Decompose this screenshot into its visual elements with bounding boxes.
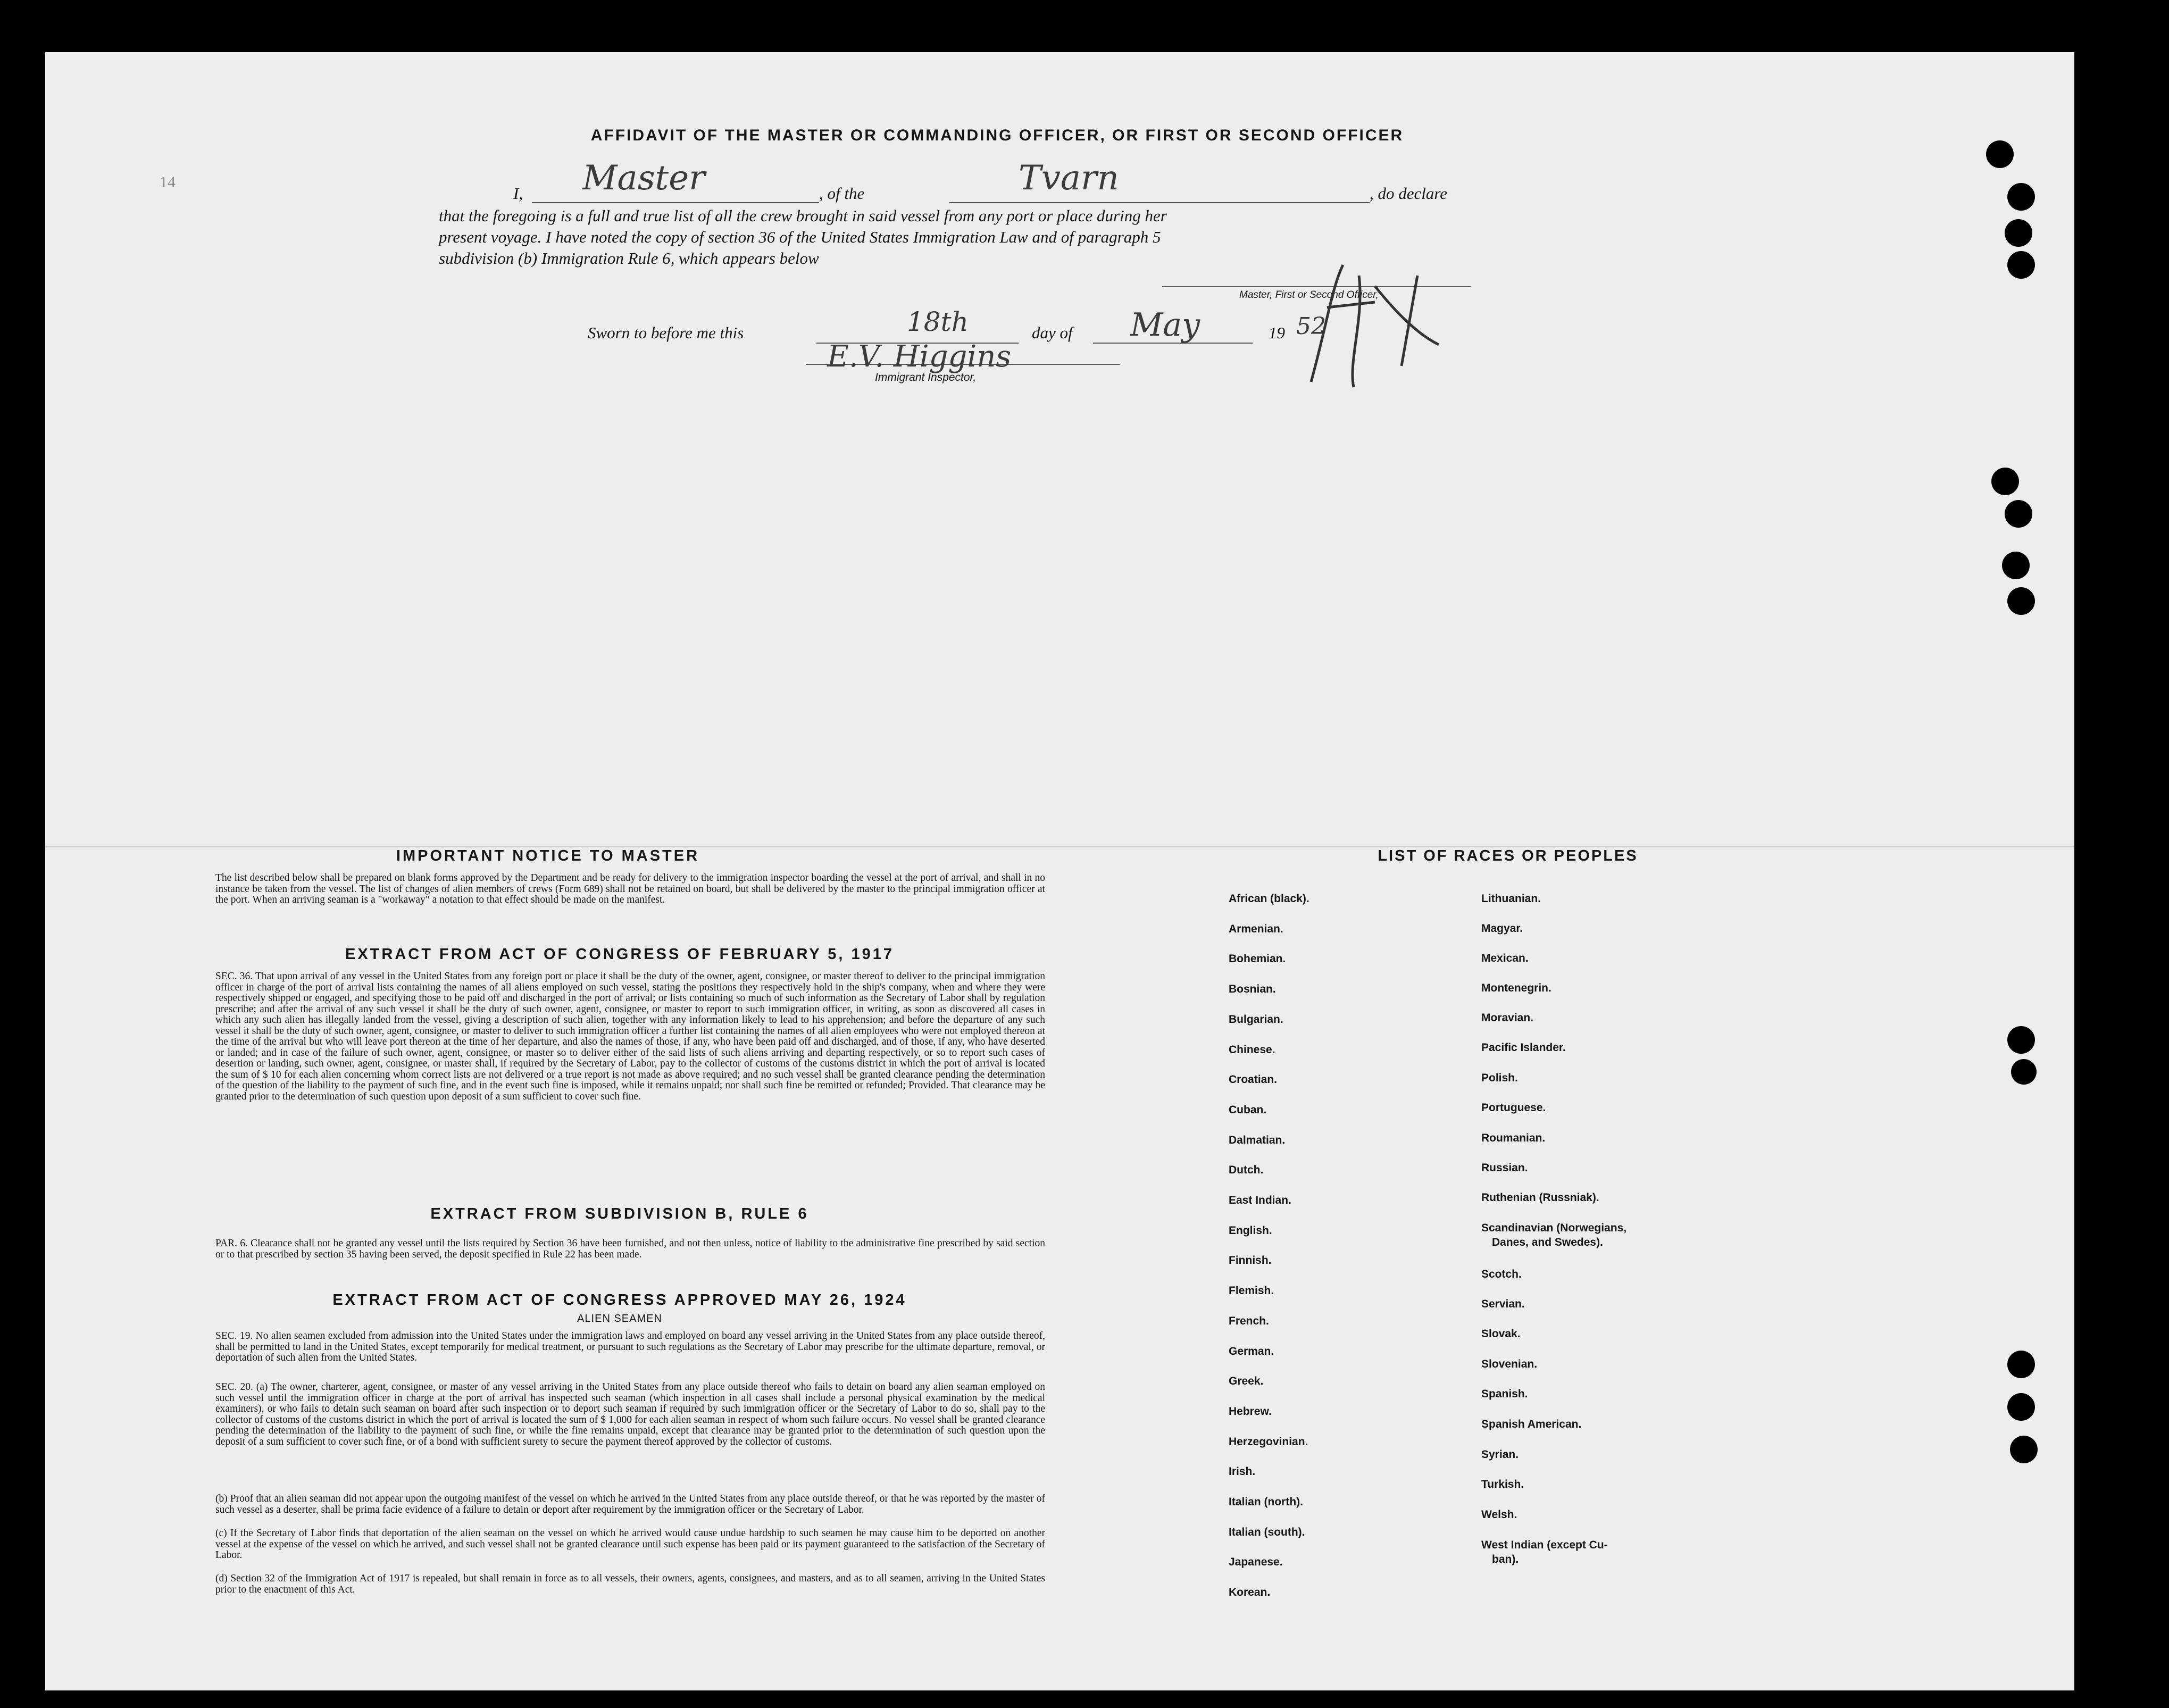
day-handwritten: 18th	[907, 306, 969, 337]
race-item: Cuban.	[1229, 1103, 1267, 1116]
race-item: Dutch.	[1229, 1164, 1264, 1177]
race-item: Hebrew.	[1229, 1405, 1272, 1418]
affidavit-line-3: present voyage. I have noted the copy of section 36 of the United States Immigration Law and of paragraph 5	[439, 228, 1161, 246]
race-item: German.	[1229, 1345, 1274, 1357]
extract-1924-sec20b: (b) Proof that an alien seaman did not appear upon the outgoing manifest of the vessel on which he arrived in the United States from any place outside thereof, or that he was reported by the master of such vessel as a deserter, shall be prima facie evidence of a failure to detain or deport after requirement by the immigration officer or the Secretary of Labor.	[215, 1493, 1045, 1515]
extract-1924-sec19: SEC. 19. No alien seamen excluded from admission into the United States under the immigration laws and employed on board any vessel arriving in the United States from any place outside thereof, shall be permitted to land in the United States, except temporarily for medical treatment, or pursuant to such regulations as the Secretary of Labor may prescribe for the ultimate departure, removal, or deportation of such alien from the United States.	[215, 1330, 1045, 1363]
races-title: LIST OF RACES OR PEOPLES	[1378, 847, 1638, 864]
race-item: Italian (south).	[1229, 1526, 1305, 1538]
race-item: Mexican.	[1481, 952, 1529, 964]
race-item: Italian (north).	[1229, 1496, 1303, 1508]
race-item: Spanish American.	[1481, 1418, 1582, 1430]
race-item: Finnish.	[1229, 1254, 1272, 1267]
year-handwritten: 52	[1296, 313, 1326, 340]
race-item: Polish.	[1481, 1072, 1518, 1084]
race-item: African (black).	[1229, 893, 1309, 905]
affidavit-line-4: subdivision (b) Immigration Rule 6, which appears below	[439, 249, 819, 268]
race-item: Slovak.	[1481, 1328, 1521, 1340]
affidavit-i: I,	[513, 184, 523, 203]
race-item: Welsh.	[1481, 1509, 1517, 1521]
race-item: Bulgarian.	[1229, 1013, 1283, 1026]
race-item: Japanese.	[1229, 1556, 1283, 1569]
affidavit-do-declare: , do declare	[1370, 184, 1448, 203]
extract-rule6-paragraph: PAR. 6. Clearance shall not be granted any vessel until the lists required by Section 36 have been furnished, and not then unless, notice of liability to the administrative fine prescribed by said section or to that prescribed by section 35 having been served, the deposit specified in Rule 22 has been made.	[215, 1238, 1045, 1260]
race-item: Russian.	[1481, 1162, 1528, 1174]
affidavit-of-the: , of the	[819, 184, 865, 203]
race-item: Danes, and Swedes).	[1492, 1236, 1603, 1248]
extract-1924-subtitle: ALIEN SEAMEN	[577, 1313, 662, 1324]
race-item: East Indian.	[1229, 1194, 1291, 1206]
extract-1924-sec20c: (c) If the Secretary of Labor finds that deportation of the alien seaman on the vessel on which he arrived would cause undue hardship to such seamen he may cause him to be deported on another vessel at the expense of the vessel on which he arrived, and such vessel shall not be granted clearance until such expense has been paid or its payment guaranteed to the satisfaction of the Secretary of Labor.	[215, 1528, 1045, 1561]
race-item: Magyar.	[1481, 922, 1523, 935]
race-item: Pacific Islander.	[1481, 1042, 1566, 1054]
race-item: Scotch.	[1481, 1268, 1522, 1280]
extract-1924-title: EXTRACT FROM ACT OF CONGRESS APPROVED MAY 26, 1924	[332, 1292, 907, 1309]
race-item: Ruthenian (Russniak).	[1481, 1192, 1599, 1204]
inspector-caption: Immigrant Inspector,	[875, 371, 977, 384]
year-prefix: 19	[1269, 323, 1285, 342]
race-item: Portuguese.	[1481, 1102, 1546, 1114]
race-item: Chinese.	[1229, 1043, 1275, 1056]
race-item: Flemish.	[1229, 1285, 1274, 1297]
race-item: Syrian.	[1481, 1448, 1519, 1461]
extract-1924-sec20a: SEC. 20. (a) The owner, charterer, agent, consignee, or master of any vessel arriving in the United States from any place outside thereof who fails to detain on board any alien seaman employed on such vessel until the immigration officer in charge at the port of arrival has inspected such seaman (which inspection in all cases shall include a personal physical examination by the medical examiners), or who fails to detain such seaman on board after such inspection or to deport such seaman if required by such immigration officer or the Secretary of Labor to do so, shall pay to the collector of customs of the customs district in which the port of arrival is located the sum of $ 1,000 for each alien seaman in respect of whom such failure occurs. No vessel shall be granted clearance pending the determination of the liability to the payment of such fine, or while the fine remains unpaid, except that clearance may be granted prior to the determination of such question upon the deposit of a sum sufficient to cover such fine, or of a bond with sufficient surety to secure the payment thereof approved by the collector of customs.	[215, 1381, 1045, 1447]
affidavit-title: AFFIDAVIT OF THE MASTER OR COMMANDING OFFICER, OR FIRST OR SECOND OFFICER	[590, 127, 1404, 144]
race-item: Slovenian.	[1481, 1358, 1538, 1370]
inspector-handwritten: E.V. Higgins	[827, 339, 1012, 374]
race-item: West Indian (except Cu-	[1481, 1539, 1608, 1551]
race-item: Roumanian.	[1481, 1132, 1546, 1144]
race-item: Moravian.	[1481, 1012, 1534, 1024]
master-handwritten: Master	[582, 159, 705, 198]
race-item: ban).	[1492, 1553, 1519, 1565]
race-item: Bohemian.	[1229, 953, 1286, 965]
notice-paragraph: The list described below shall be prepared on blank forms approved by the Department and be ready for delivery to the immigration inspector boarding the vessel at the port of arrival, and shall in no instance be taken from the vessel. The list of changes of alien members of crews (Form 689) shall not be retained on board, but shall be delivered by the master to the principal immigration officer at the port. When an arriving seaman is a "workaway" a notation to that effect should be made on the manifest.	[215, 872, 1045, 905]
race-item: Croatian.	[1229, 1073, 1278, 1086]
race-item: Servian.	[1481, 1298, 1525, 1310]
month-handwritten: May	[1130, 306, 1200, 344]
margin-mark: 14	[160, 173, 176, 191]
extract-1924-sec20d: (d) Section 32 of the Immigration Act of 1917 is repealed, but shall remain in force as to all vessels, their owners, agents, consignees, and masters, and as to all seamen, arriving in the United States prior to the enactment of this Act.	[215, 1573, 1045, 1595]
race-item: Bosnian.	[1229, 983, 1276, 996]
race-item: Armenian.	[1229, 922, 1283, 935]
day-of: day of	[1032, 323, 1073, 342]
race-item: Herzegovinian.	[1229, 1435, 1308, 1448]
vessel-handwritten: Tvarn	[1019, 159, 1119, 198]
notice-title: IMPORTANT NOTICE TO MASTER	[396, 847, 700, 864]
signature-caption: Master, First or Second Officer,	[1239, 289, 1379, 301]
extract-1917-title: EXTRACT FROM ACT OF CONGRESS OF FEBRUARY 5, 1917	[345, 946, 895, 963]
race-item: Korean.	[1229, 1586, 1271, 1599]
race-item: Spanish.	[1481, 1388, 1528, 1400]
extract-rule6-title: EXTRACT FROM SUBDIVISION B, RULE 6	[430, 1205, 809, 1222]
race-item: French.	[1229, 1314, 1269, 1327]
race-item: Greek.	[1229, 1375, 1264, 1388]
race-item: English.	[1229, 1224, 1272, 1237]
extract-1917-paragraph: SEC. 36. That upon arrival of any vessel in the United States from any foreign port or place it shall be the duty of the owner, agent, consignee, or master thereof to deliver to the principal immigration officer in charge of the port of arrival lists containing the names of all aliens employed on such vessel, stating the positions they respectively hold in the ship's company, when and where they were respectively shipped or engaged, and specifying those to be paid off and discharged in the port of arrival; or lists containing so much of such information as the Secretary of Labor shall by regulation prescribe; and after the arrival of any such vessel it shall be the duty of such owner, agent, consignee, or master to report to such immigration officer, in writing, as soon as discovered all cases in which any such alien has illegally landed from the vessel, giving a description of such alien, together with any information likely to lead to his apprehension; and before the departure of any such vessel it shall be the duty of such owner, agent, consignee, or master to deliver to such immigration officer a further list containing the names of all alien employees who were not employed thereon at the time of the arrival but who will leave port thereon at the time of her departure, and also the names of those, if any, who have been paid off and discharged, and of those, if any, who have deserted or landed; and in case of the failure of such owner, agent, consignee, or master so to deliver either of the said lists of such aliens arriving and departing respectively, or so to report such cases of desertion or landing, such owner, agent, consignee, or master shall, if required by the Secretary of Labor, pay to the collector of customs of the customs district in which the port of arrival is located the sum of $ 10 for each alien concerning whom correct lists are not delivered or a true report is not made as above required; and no such vessel shall be granted clearance pending the determination of the question of the liability to the payment of such fine, and in the event such fine is imposed, while it remains unpaid; nor shall such fine be remitted or refunded; Provided. That clearance may be granted prior to the determination of such question upon deposit of a sum sufficient to cover such fine.	[215, 971, 1045, 1102]
race-item: Lithuanian.	[1481, 893, 1541, 905]
race-item: Dalmatian.	[1229, 1134, 1286, 1146]
race-item: Irish.	[1229, 1465, 1256, 1478]
race-item: Montenegrin.	[1481, 982, 1551, 994]
race-item: Scandinavian (Norwegians,	[1481, 1222, 1627, 1234]
affidavit-line-2: that the foregoing is a full and true list of all the crew brought in said vessel from any port or place during her	[439, 206, 1167, 225]
race-item: Turkish.	[1481, 1478, 1524, 1490]
sworn-prefix: Sworn to before me this	[588, 323, 744, 342]
